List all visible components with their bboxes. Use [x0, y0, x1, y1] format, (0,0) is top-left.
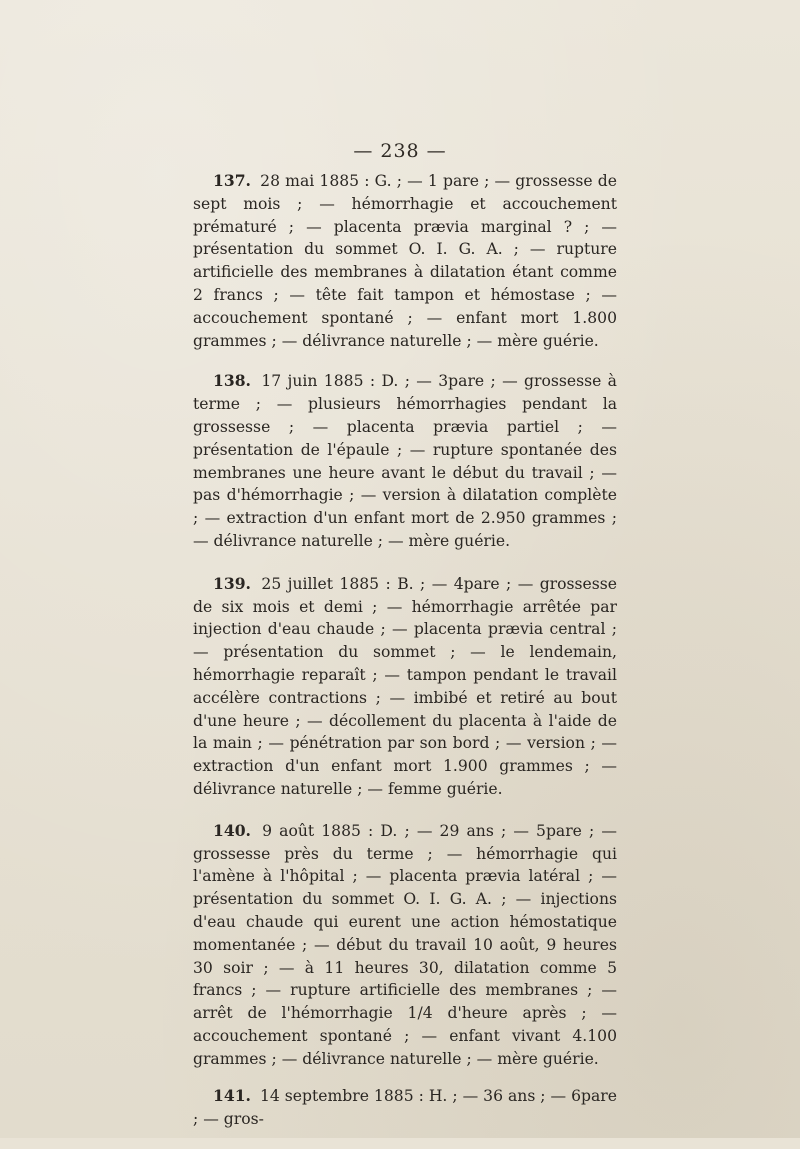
case-entry-138	[193, 370, 617, 552]
case-text: 17 juin 1885 : D. ; — 3pare ; — grossesse à terme ; — plusieurs hémorrhagies pendant la grossesse ; — placenta prævia partiel ; — présentation de l'épaule ; — rupture spontanée des membranes une heure avant le début du travail ; — pas d'hémorrhagie ; — version à dilatation complète ; — extraction d'un enfant mort de 2.950 grammes ; — délivrance naturelle ; — mère guérie.	[193, 372, 617, 550]
page-number: — 238 —	[353, 140, 447, 162]
case-entry-137	[193, 170, 617, 352]
case-text: 25 juillet 1885 : B. ; — 4pare ; — grossesse de six mois et demi ; — hémorrhagie arrêtée par injection d'eau chaude ; — placenta prævia central ; — présentation du sommet ; — le lendemain, hémorrhagie reparaît ; — tampon pendant le travail accélère contractions ; — imbibé et retiré au bout d'une heure ; — décollement du placenta à l'aide de la main ; — pénétration par son bord ; — version ; — extraction d'un enfant mort 1.900 grammes ; — délivrance naturelle ; — femme guérie.	[193, 574, 617, 798]
case-text: 28 mai 1885 : G. ; — 1 pare ; — grossesse de sept mois ; — hémorrhagie et accouchement prématuré ; — placenta prævia marginal ? ; — présentation du sommet O. I. G. A. ; — rupture artificielle des membranes à dilatation étant comme 2 francs ; — tête fait tampon et hémostase ; — accouchement spontané ; — enfant mort 1.800 grammes ; — délivrance naturelle ; — mère guérie.	[193, 172, 617, 350]
case-list	[193, 170, 617, 1149]
case-text: 14 septembre 1885 : H. ; — 36 ans ; — 6pare ; — gros-	[193, 1087, 617, 1129]
case-text: 9 août 1885 : D. ; — 29 ans ; — 5pare ; — grossesse près du terme ; — hémorrhagie qui l'amène à l'hôpital ; — placenta prævia latéral ; — présentation du sommet O. I. G. A. ; — injections d'eau chaude qui eurent une action hémostatique momentanée ; — début du travail 10 août, 9 heures 30 soir ; — à 11 heures 30, dilatation comme 5 francs ; — rupture artificielle des membranes ; — arrêt de l'hémorrhagie 1/4 d'heure après ; — accouchement spontané ; — enfant vivant 4.100 grammes ; — délivrance naturelle ; — mère guérie.	[193, 821, 617, 1068]
case-entry-139	[193, 573, 617, 801]
case-number: 140.	[213, 820, 251, 840]
case-number: 139.	[213, 573, 251, 593]
case-entry-140	[193, 820, 617, 1071]
case-entry-141	[193, 1085, 617, 1131]
case-number: 138.	[213, 371, 251, 391]
case-number: 137.	[213, 171, 251, 190]
case-number: 141.	[213, 1086, 251, 1106]
